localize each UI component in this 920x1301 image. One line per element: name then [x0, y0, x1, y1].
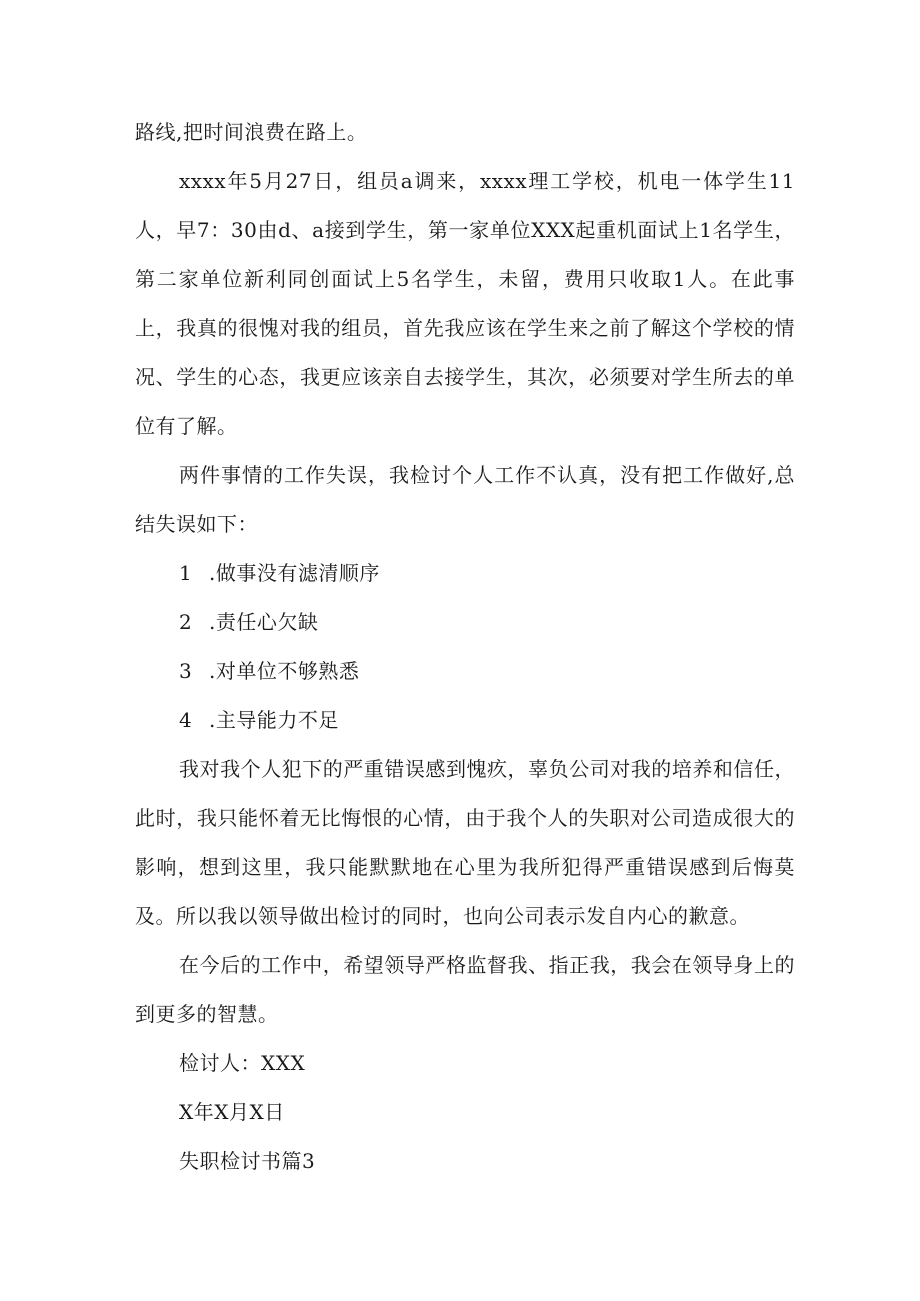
paragraph-continuation: 路线,把时间浪费在路上。 [135, 120, 368, 144]
date-line: X年X月X日 [179, 1100, 285, 1124]
list-item [135, 549, 795, 598]
list-item [135, 647, 795, 696]
next-section-heading: 失职检讨书篇3 [179, 1149, 316, 1173]
list-item-number: 4 [179, 708, 193, 732]
list-item-text: .主导能力不足 [209, 708, 339, 732]
list-item [135, 696, 795, 745]
paragraph-future: 在今后的工作中，希望领导严格监督我、指正我，我会在领导身上的到更多的智慧。 [135, 953, 795, 1026]
list-item-text: .做事没有滤清顺序 [209, 561, 380, 585]
list-item [135, 598, 795, 647]
paragraph-apology: 我对我个人犯下的严重错误感到愧疚，辜负公司对我的培养和信任，此时，我只能怀着无比悔恨的心情，由于我个人的失职对公司造成很大的影响，想到这里，我只能默默地在心里为我所犯得严重错误感到后悔莫及。所以我以领导做出检讨的同时，也向公司表示发自内心的歉意。 [135, 757, 795, 928]
signature-line: 检讨人：XXX [179, 1051, 306, 1075]
list-item-number: 1 [179, 561, 193, 585]
list-item-text: .责任心欠缺 [209, 610, 319, 634]
mistake-list [135, 549, 795, 745]
paragraph-summary-intro: 两件事情的工作失误，我检讨个人工作不认真，没有把工作做好,总结失误如下： [135, 463, 795, 536]
document-body [135, 108, 795, 1186]
paragraph-incident: xxxx年5月27日，组员a调来，xxxx理工学校，机电一体学生11人，早7：30由d、a接到学生，第一家单位XXX起重机面试上1名学生，第二家单位新利同创面试上5名学生，未留，费用只收取1人。在此事上，我真的很愧对我的组员，首先我应该在学生来之前了解这个学校的情况、学生的心态，我更应该亲自去接学生，其次，必须要对学生所去的单位有了解。 [135, 169, 795, 438]
list-item-text: .对单位不够熟悉 [209, 659, 360, 683]
list-item-number: 2 [179, 610, 193, 634]
list-item-number: 3 [179, 659, 193, 683]
